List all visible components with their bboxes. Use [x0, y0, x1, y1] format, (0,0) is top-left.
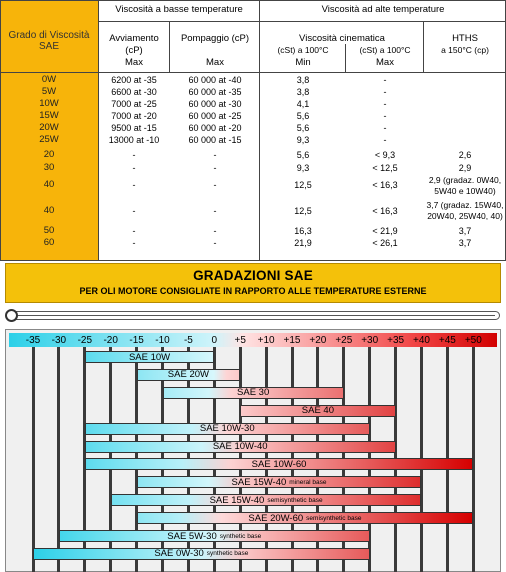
scale-tick-label: +15 — [283, 334, 301, 346]
cinematica-min-unit: (cSt) a 100°C — [277, 45, 329, 56]
scale-tick-label: -35 — [25, 334, 41, 346]
scale-tick-label: +25 — [335, 334, 353, 346]
table-cell-hths: 2,9 — [458, 162, 472, 173]
scale-tick-label: +30 — [361, 334, 379, 346]
grade-range-bar — [59, 530, 370, 542]
grade-range-bar — [137, 369, 241, 381]
table-border-top — [0, 0, 506, 1]
table-cell-max: < 21,9 — [372, 225, 398, 236]
table-cell-grade: 50 — [43, 224, 55, 236]
table-cell-avv: - — [132, 150, 136, 161]
scale-tick-label: +35 — [387, 334, 405, 346]
table-cell-avv: 6200 at -35 — [111, 74, 157, 85]
bar-label: SAE 15W-40 — [231, 476, 287, 488]
avviamento-max: Max — [125, 56, 143, 68]
table-cell-grade: 40 — [43, 204, 55, 216]
grade-range-bar — [85, 351, 215, 363]
table-cell-min: 5,6 — [296, 122, 310, 133]
grade-header: Grado di Viscosità SAE — [8, 29, 90, 52]
high-temp-header: Viscosità ad alte temperature — [321, 3, 445, 15]
table-cell-min: 9,3 — [296, 134, 310, 145]
avviamento-header: Avviamento — [109, 32, 159, 44]
bar-base-note: synthetic base — [219, 532, 262, 540]
table-cell-grade: 25W — [39, 133, 59, 145]
banner-title: GRADAZIONI SAE — [193, 268, 313, 283]
table-cell-pomp: 60 000 at -15 — [188, 134, 242, 145]
grade-range-bar — [85, 458, 474, 470]
thermometer-bulb-icon — [5, 309, 18, 322]
table-cell-pomp: 60 000 at -40 — [188, 74, 242, 85]
table-cell-grade: 60 — [43, 236, 55, 248]
pompaggio-max: Max — [206, 56, 224, 68]
table-cell-hths — [424, 122, 506, 134]
banner-subtitle: PER OLI MOTORE CONSIGLIATE IN RAPPORTO ALLE TEMPERATURE ESTERNE — [79, 286, 427, 296]
scale-tick-label: 0 — [211, 334, 218, 346]
scale-tick-label: -25 — [77, 334, 93, 346]
table-cell-pomp: - — [213, 225, 217, 236]
avviamento-unit: (cP) — [125, 44, 143, 56]
table-cell-max: - — [383, 110, 387, 121]
table-cell-avv: - — [132, 237, 136, 248]
scale-tick-label: +50 — [464, 334, 482, 346]
table-cell-pomp: - — [213, 205, 217, 216]
hths-unit: a 150°C (cp) — [441, 45, 489, 56]
table-cell-hths: 3,7 (gradaz. 15W40, 20W40, 25W40, 40) — [426, 200, 504, 221]
grade-range-bar — [85, 423, 370, 435]
table-cell-pomp: - — [213, 237, 217, 248]
col-line — [345, 44, 346, 73]
table-cell-pomp: 60 000 at -35 — [188, 86, 242, 97]
table-cell-hths: 3,7 — [458, 225, 472, 236]
bar-label: SAE 10W — [128, 351, 171, 363]
bar-label: SAE 0W-30 — [154, 548, 204, 560]
bar-label: SAE 10W-30 — [199, 423, 255, 435]
table-cell-avv: - — [132, 205, 136, 216]
cinematica-header: Viscosità cinematica — [299, 32, 385, 44]
table-cell-max: - — [383, 74, 387, 85]
table-cell-avv: 6600 at -30 — [111, 86, 157, 97]
scale-tick-label: +20 — [309, 334, 327, 346]
scale-tick-label: -10 — [155, 334, 170, 346]
thermometer-track — [8, 311, 500, 320]
table-cell-hths — [424, 86, 506, 98]
table-cell-pomp: - — [213, 162, 217, 173]
table-cell-hths: 3,7 — [458, 237, 472, 248]
table-cell-hths: 2,6 — [458, 150, 472, 161]
table-cell-pomp: 60 000 at -30 — [188, 98, 242, 109]
table-cell-max: - — [383, 134, 387, 145]
table-cell-pomp: 60 000 at -20 — [188, 122, 242, 133]
col-line — [423, 21, 424, 73]
table-cell-grade: 10W — [39, 97, 59, 109]
bar-base-note: synthetic base — [206, 550, 249, 558]
scale-tick-label: -15 — [129, 334, 144, 346]
grade-range-bar — [240, 405, 395, 417]
grade-range-bar — [33, 548, 370, 560]
scale-tick-label: +40 — [413, 334, 430, 346]
scale-tick-label: +10 — [257, 334, 275, 346]
bar-label: SAE 40 — [301, 405, 334, 417]
grade-range-bar — [111, 494, 422, 506]
table-cell-max: < 26,1 — [372, 237, 398, 248]
table-cell-grade: 5W — [41, 85, 57, 97]
grade-range-bar — [137, 476, 422, 488]
table-cell-hths — [424, 110, 506, 122]
cinematica-max: Max — [376, 56, 394, 68]
scale-tick-label: +45 — [438, 334, 456, 346]
table-cell-min: 12,5 — [294, 180, 312, 191]
header-bottom — [0, 72, 506, 73]
scale-tick-label: -5 — [183, 334, 193, 346]
table-cell-max: < 12,5 — [372, 162, 398, 173]
low-temp-header: Viscosità a basse temperature — [115, 3, 243, 15]
bar-base-note: semisynthetic base — [267, 496, 323, 504]
bar-label: SAE 5W-30 — [167, 530, 217, 542]
table-cell-min: 12,5 — [294, 205, 312, 216]
cinematica-min: Min — [295, 56, 311, 68]
table-cell-max: - — [383, 86, 387, 97]
grade-range-bar — [137, 512, 474, 524]
table-cell-avv: 7000 at -25 — [111, 98, 157, 109]
table-cell-grade: 40 — [43, 179, 55, 191]
table-cell-hths — [424, 74, 506, 86]
table-cell-max: < 9,3 — [374, 150, 396, 161]
sae-viscosity-table — [0, 0, 506, 261]
table-cell-grade: 20W — [39, 121, 59, 133]
bar-label: SAE 20W — [167, 369, 209, 381]
table-cell-avv: - — [132, 162, 136, 173]
table-cell-max: - — [383, 98, 387, 109]
cinematica-max-unit: (cSt) a 100°C — [359, 45, 411, 56]
table-cell-min: 3,8 — [296, 86, 310, 97]
bar-label: SAE 20W-60 — [248, 512, 304, 524]
table-cell-min: 3,8 — [296, 74, 310, 85]
scale-tick-label: -20 — [103, 334, 118, 346]
table-cell-max: - — [383, 122, 387, 133]
table-cell-min: 9,3 — [296, 162, 310, 173]
table-cell-grade: 0W — [41, 73, 57, 85]
table-cell-avv: 13000 at -10 — [108, 134, 160, 145]
table-cell-avv: - — [132, 225, 136, 236]
sae-grades-banner — [5, 263, 501, 303]
table-cell-pomp: - — [213, 150, 217, 161]
table-cell-avv: - — [132, 180, 136, 191]
table-cell-pomp: 60 000 at -25 — [188, 110, 242, 121]
pompaggio-header: Pompaggio (cP) — [180, 32, 250, 44]
bar-label: SAE 10W-40 — [212, 441, 268, 452]
table-cell-hths: 2,9 (gradaz. 0W40, 5W40 e 10W40) — [428, 174, 502, 196]
table-cell-grade: 15W — [39, 109, 59, 121]
grade-range-bar — [163, 387, 344, 399]
table-cell-min: 16,3 — [294, 225, 312, 236]
bar-label: SAE 30 — [237, 387, 270, 399]
grade-range-bar — [85, 441, 396, 453]
bar-base-note: semisynthetic base — [306, 514, 362, 522]
bar-label: SAE 10W-60 — [251, 458, 307, 470]
table-border-bottom — [0, 260, 506, 261]
table-cell-min: 4,1 — [296, 98, 310, 109]
bar-label: SAE 15W-40 — [209, 494, 265, 506]
table-cell-max: < 16,3 — [372, 180, 398, 191]
table-cell-min: 21,9 — [294, 237, 312, 248]
table-cell-pomp: - — [213, 180, 217, 191]
table-cell-hths — [424, 98, 506, 110]
table-cell-grade: 30 — [43, 161, 55, 173]
table-cell-grade: 20 — [43, 149, 55, 161]
table-cell-avv: 9500 at -15 — [111, 122, 157, 133]
table-cell-max: < 16,3 — [372, 205, 398, 216]
table-cell-avv: 7000 at -20 — [111, 110, 157, 121]
hths-header: HTHS — [452, 32, 478, 44]
scale-tick-label: -30 — [51, 334, 67, 346]
gridline — [32, 347, 35, 572]
table-cell-min: 5,6 — [296, 110, 310, 121]
bar-base-note: mineral base — [289, 478, 327, 486]
col-line — [169, 21, 170, 73]
scale-tick-label: +5 — [234, 334, 246, 346]
table-cell-min: 5,6 — [296, 150, 310, 161]
header-divider — [98, 21, 506, 22]
table-cell-hths — [424, 134, 506, 146]
